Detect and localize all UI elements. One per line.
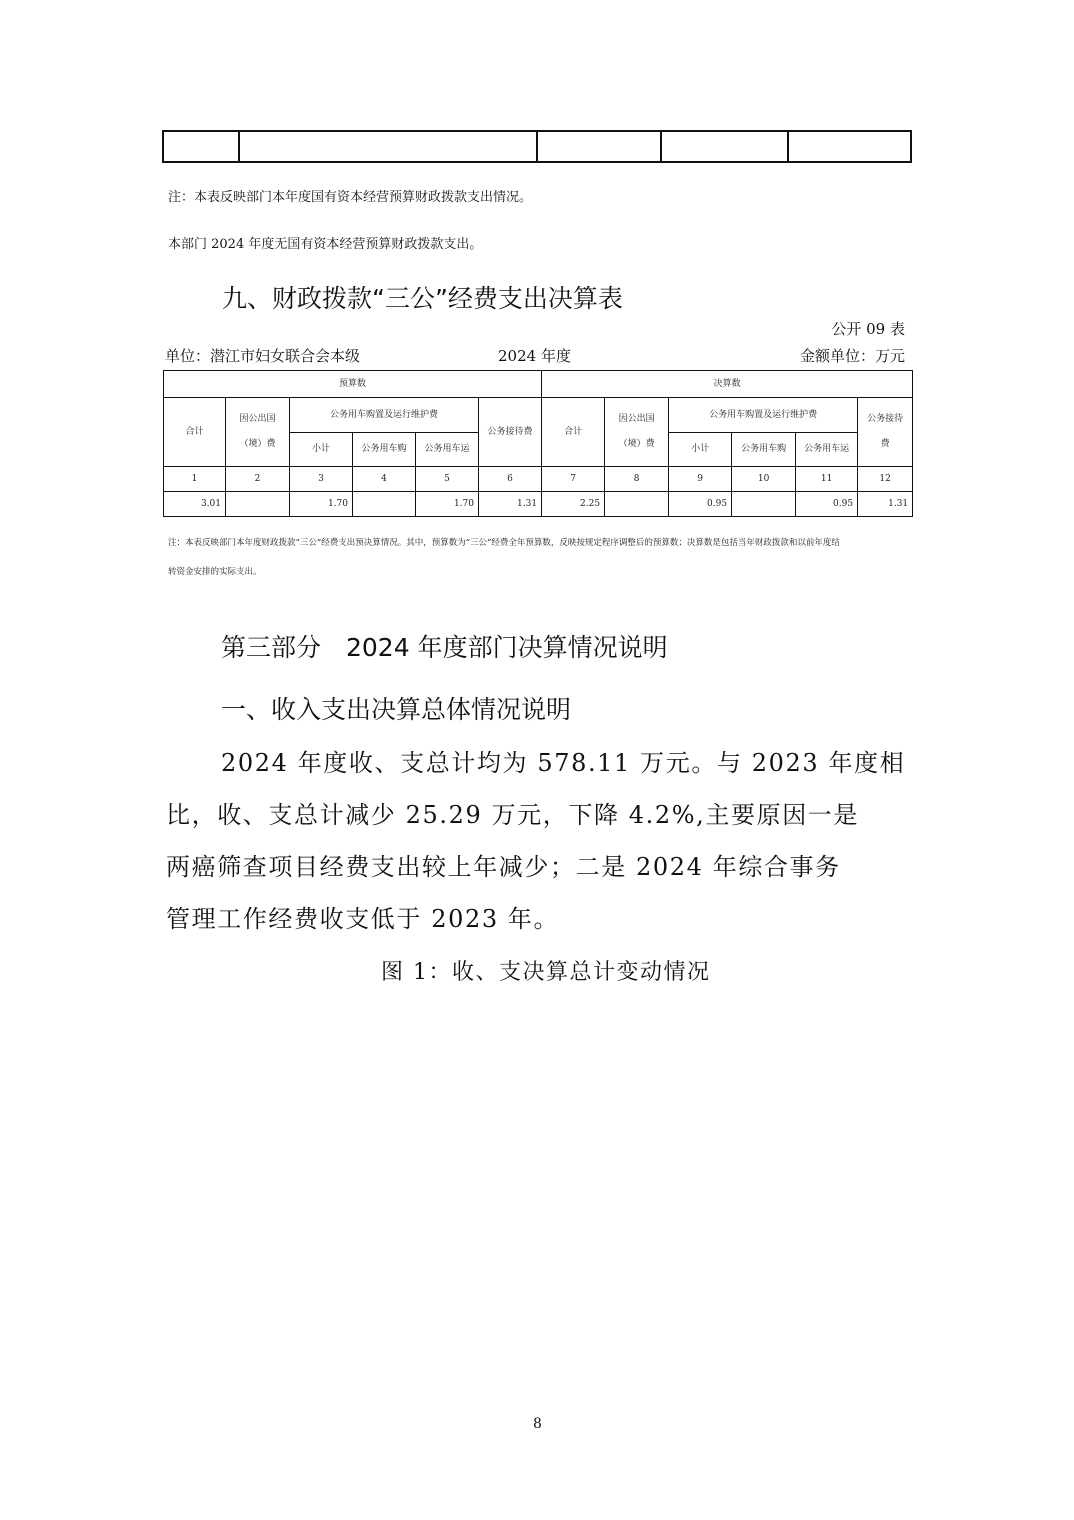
value-cell: 1.70 (416, 492, 479, 517)
table-note: 注：本表反映部门本年度国有资本经营预算财政拨款支出情况。 (168, 190, 533, 205)
paragraph-line: 2024 年度收、支总计均为 578.11 万元。与 2023 年度相 (221, 749, 906, 777)
column-number: 9 (669, 467, 732, 492)
header-final: 决算数 (542, 371, 913, 398)
column-number: 3 (290, 467, 353, 492)
header-budget: 预算数 (164, 371, 542, 398)
amount-unit-label: 金额单位：万元 (799, 347, 905, 365)
header-abroad-line1: 因公出国 (618, 414, 655, 425)
unit-label: 单位：潜江市妇女联合会本级 (165, 347, 361, 365)
header-total: 合计 (542, 398, 605, 467)
no-budget-statement: 本部门 2024 年度无国有资本经营预算财政拨款支出。 (168, 237, 483, 252)
table-divider (536, 132, 538, 161)
header-abroad-line1: 因公出国 (239, 414, 276, 425)
table-divider (238, 132, 240, 161)
header-abroad (605, 398, 669, 467)
part-title: 第三部分 2024 年度部门决算情况说明 (221, 633, 668, 662)
column-number: 1 (164, 467, 226, 492)
subsection-title: 一、收入支出决算总体情况说明 (221, 695, 572, 724)
table-divider (660, 132, 662, 161)
header-vehicle-operation: 公务用车运 (796, 433, 858, 467)
sangong-note-line2: 转资金安排的实际支出。 (168, 567, 262, 577)
header-reception-line1: 公务接待 (867, 414, 904, 425)
header-reception (858, 398, 913, 467)
column-number: 2 (226, 467, 290, 492)
value-cell: 2.25 (542, 492, 605, 517)
header-vehicle-purchase: 公务用车购 (353, 433, 416, 467)
column-number: 6 (479, 467, 542, 492)
column-number: 4 (353, 467, 416, 492)
value-cell: 0.95 (796, 492, 858, 517)
sangong-note-line1: 注：本表反映部门本年度财政拨款“三公”经费支出预决算情况。其中，预算数为“三公”经费全年预算数，反映按规定程序调整后的预算数；决算数是包括当年财政拨款和以前年度结 (168, 538, 840, 548)
header-reception: 公务接待费 (479, 398, 542, 467)
page-number: 8 (533, 1416, 542, 1432)
column-number: 8 (605, 467, 669, 492)
table-code: 公开 09 表 (831, 320, 905, 338)
value-cell: 3.01 (164, 492, 226, 517)
header-vehicle: 公务用车购置及运行维护费 (669, 398, 858, 433)
value-cell (605, 492, 669, 517)
column-number: 7 (542, 467, 605, 492)
value-cell (732, 492, 796, 517)
header-total: 合计 (164, 398, 226, 467)
paragraph-line: 两癌筛查项目经费支出较上年减少；二是 2024 年综合事务 (166, 853, 841, 881)
column-number: 12 (858, 467, 913, 492)
section-title: 九、财政拨款“三公”经费支出决算表 (222, 284, 623, 313)
header-vehicle-operation: 公务用车运 (416, 433, 479, 467)
table-divider (787, 132, 789, 161)
column-number-row (164, 467, 913, 492)
column-number: 5 (416, 467, 479, 492)
value-cell: 1.31 (858, 492, 913, 517)
value-cell: 1.31 (479, 492, 542, 517)
column-number: 10 (732, 467, 796, 492)
value-cell: 0.95 (669, 492, 732, 517)
paragraph-line: 比，收、支总计减少 25.29 万元，下降 4.2%,主要原因一是 (166, 801, 859, 829)
header-abroad-line2: （境）费 (618, 439, 655, 449)
empty-table-remnant (162, 130, 912, 163)
header-abroad-line2: （境）费 (239, 439, 276, 449)
value-cell: 1.70 (290, 492, 353, 517)
year-label: 2024 年度 (498, 347, 571, 365)
sangong-table (163, 370, 913, 517)
column-number: 11 (796, 467, 858, 492)
header-abroad (226, 398, 290, 467)
value-cell (353, 492, 416, 517)
value-row (164, 492, 913, 517)
paragraph-line: 管理工作经费收支低于 2023 年。 (166, 905, 560, 933)
figure-caption: 图 1：收、支决算总计变动情况 (381, 960, 711, 985)
header-vehicle-purchase: 公务用车购 (732, 433, 796, 467)
header-reception-line2: 费 (880, 439, 890, 449)
header-vehicle: 公务用车购置及运行维护费 (290, 398, 479, 433)
header-subtotal: 小计 (669, 433, 732, 467)
header-subtotal: 小计 (290, 433, 353, 467)
value-cell (226, 492, 290, 517)
